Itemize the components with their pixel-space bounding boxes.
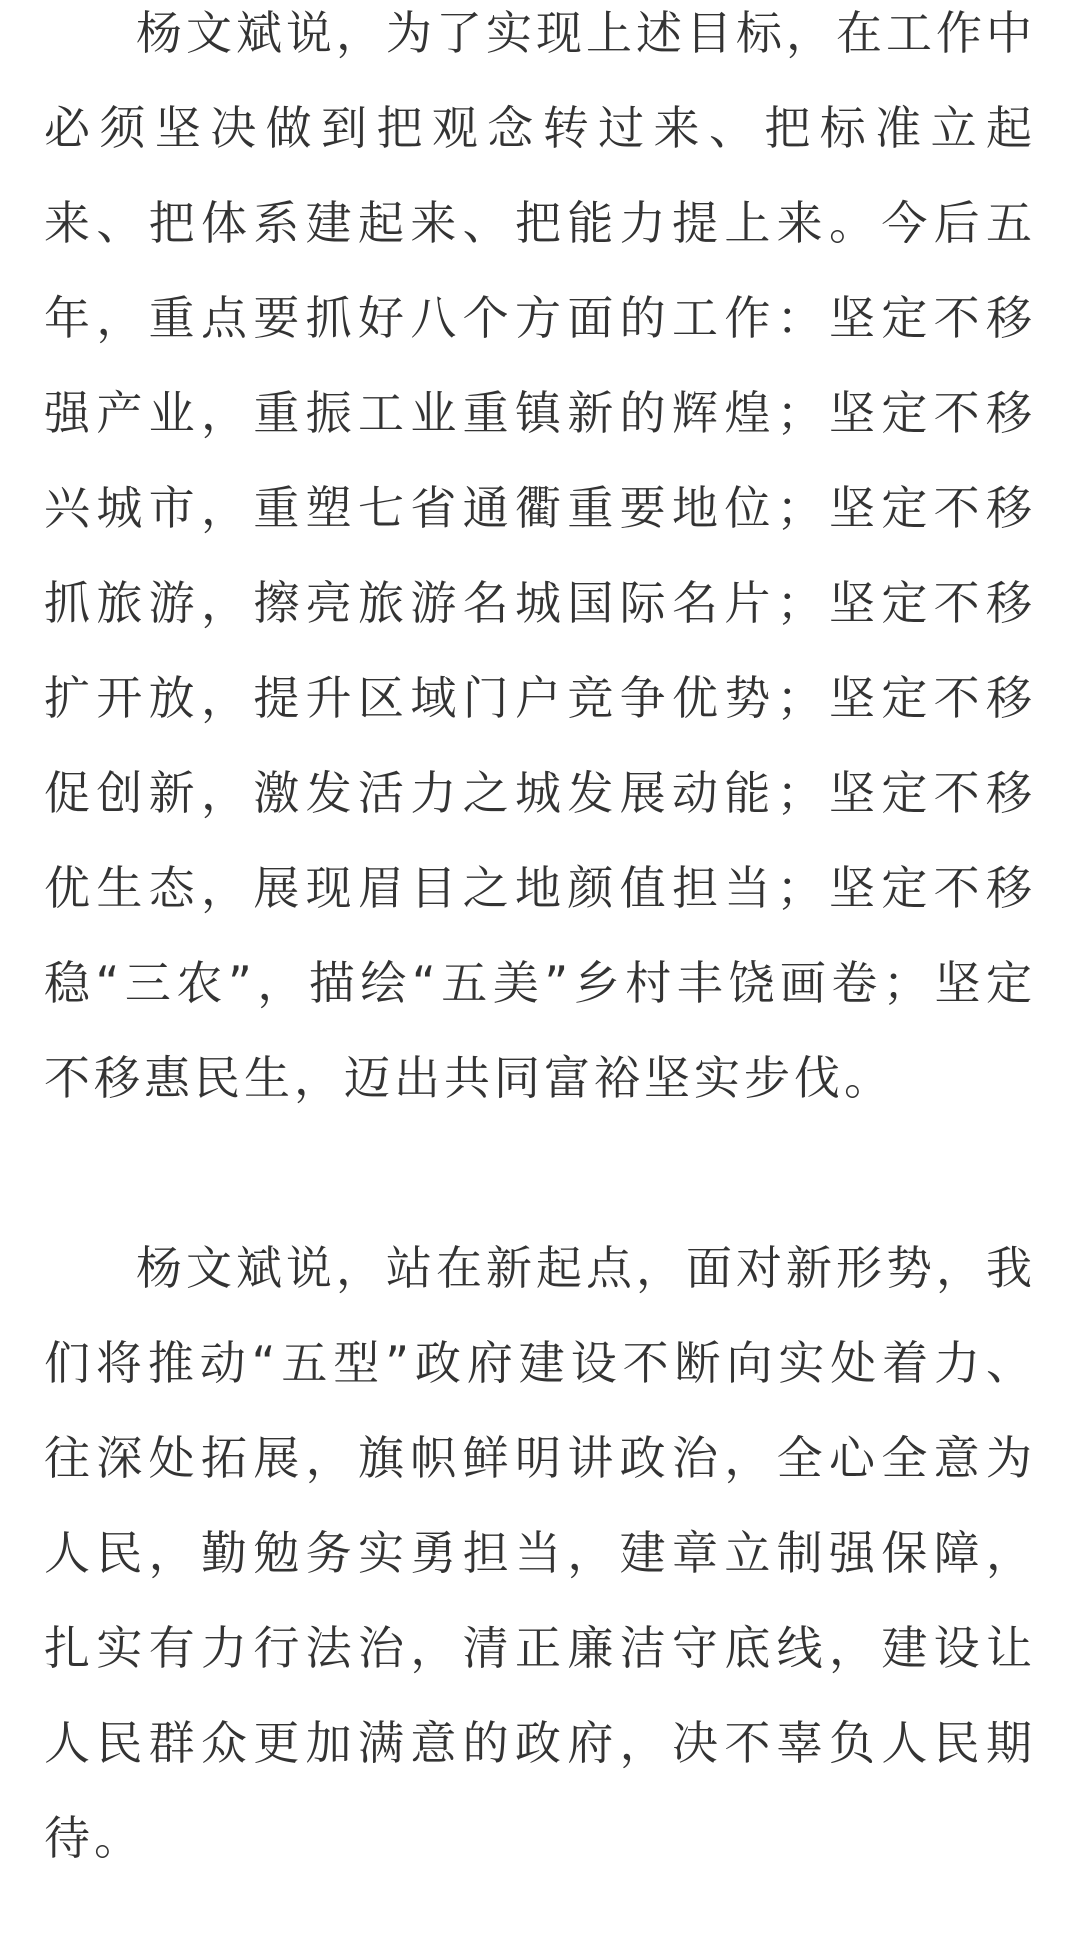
- paragraph-goals-and-tasks: 杨文斌说，为了实现上述目标，在工作中必须坚决做到把观念转过来、把标准立起来、把体系建起来、把能力提上来。今后五年，重点要抓好八个方面的工作：坚定不移强产业，重振工业重镇新的辉煌；坚定不移兴城市，重塑七省通衢重要地位；坚定不移抓旅游，擦亮旅游名城国际名片；坚定不移扩开放，提升区域门户竞争优势；坚定不移促创新，激发活力之城发展动能；坚定不移优生态，展现眉目之地颜值担当；坚定不移稳“三农”，描绘“五美”乡村丰饶画卷；坚定不移惠民生，迈出共同富裕坚实步伐。: [44, 6, 1036, 1105]
- paragraph-government-building: 杨文斌说，站在新起点，面对新形势，我们将推动“五型”政府建设不断向实处着力、往深处拓展，旗帜鲜明讲政治，全心全意为人民，勤勉务实勇担当，建章立制强保障，扎实有力行法治，清正廉洁守底线，建设让人民群众更加满意的政府，决不辜负人民期待。: [44, 1241, 1036, 1865]
